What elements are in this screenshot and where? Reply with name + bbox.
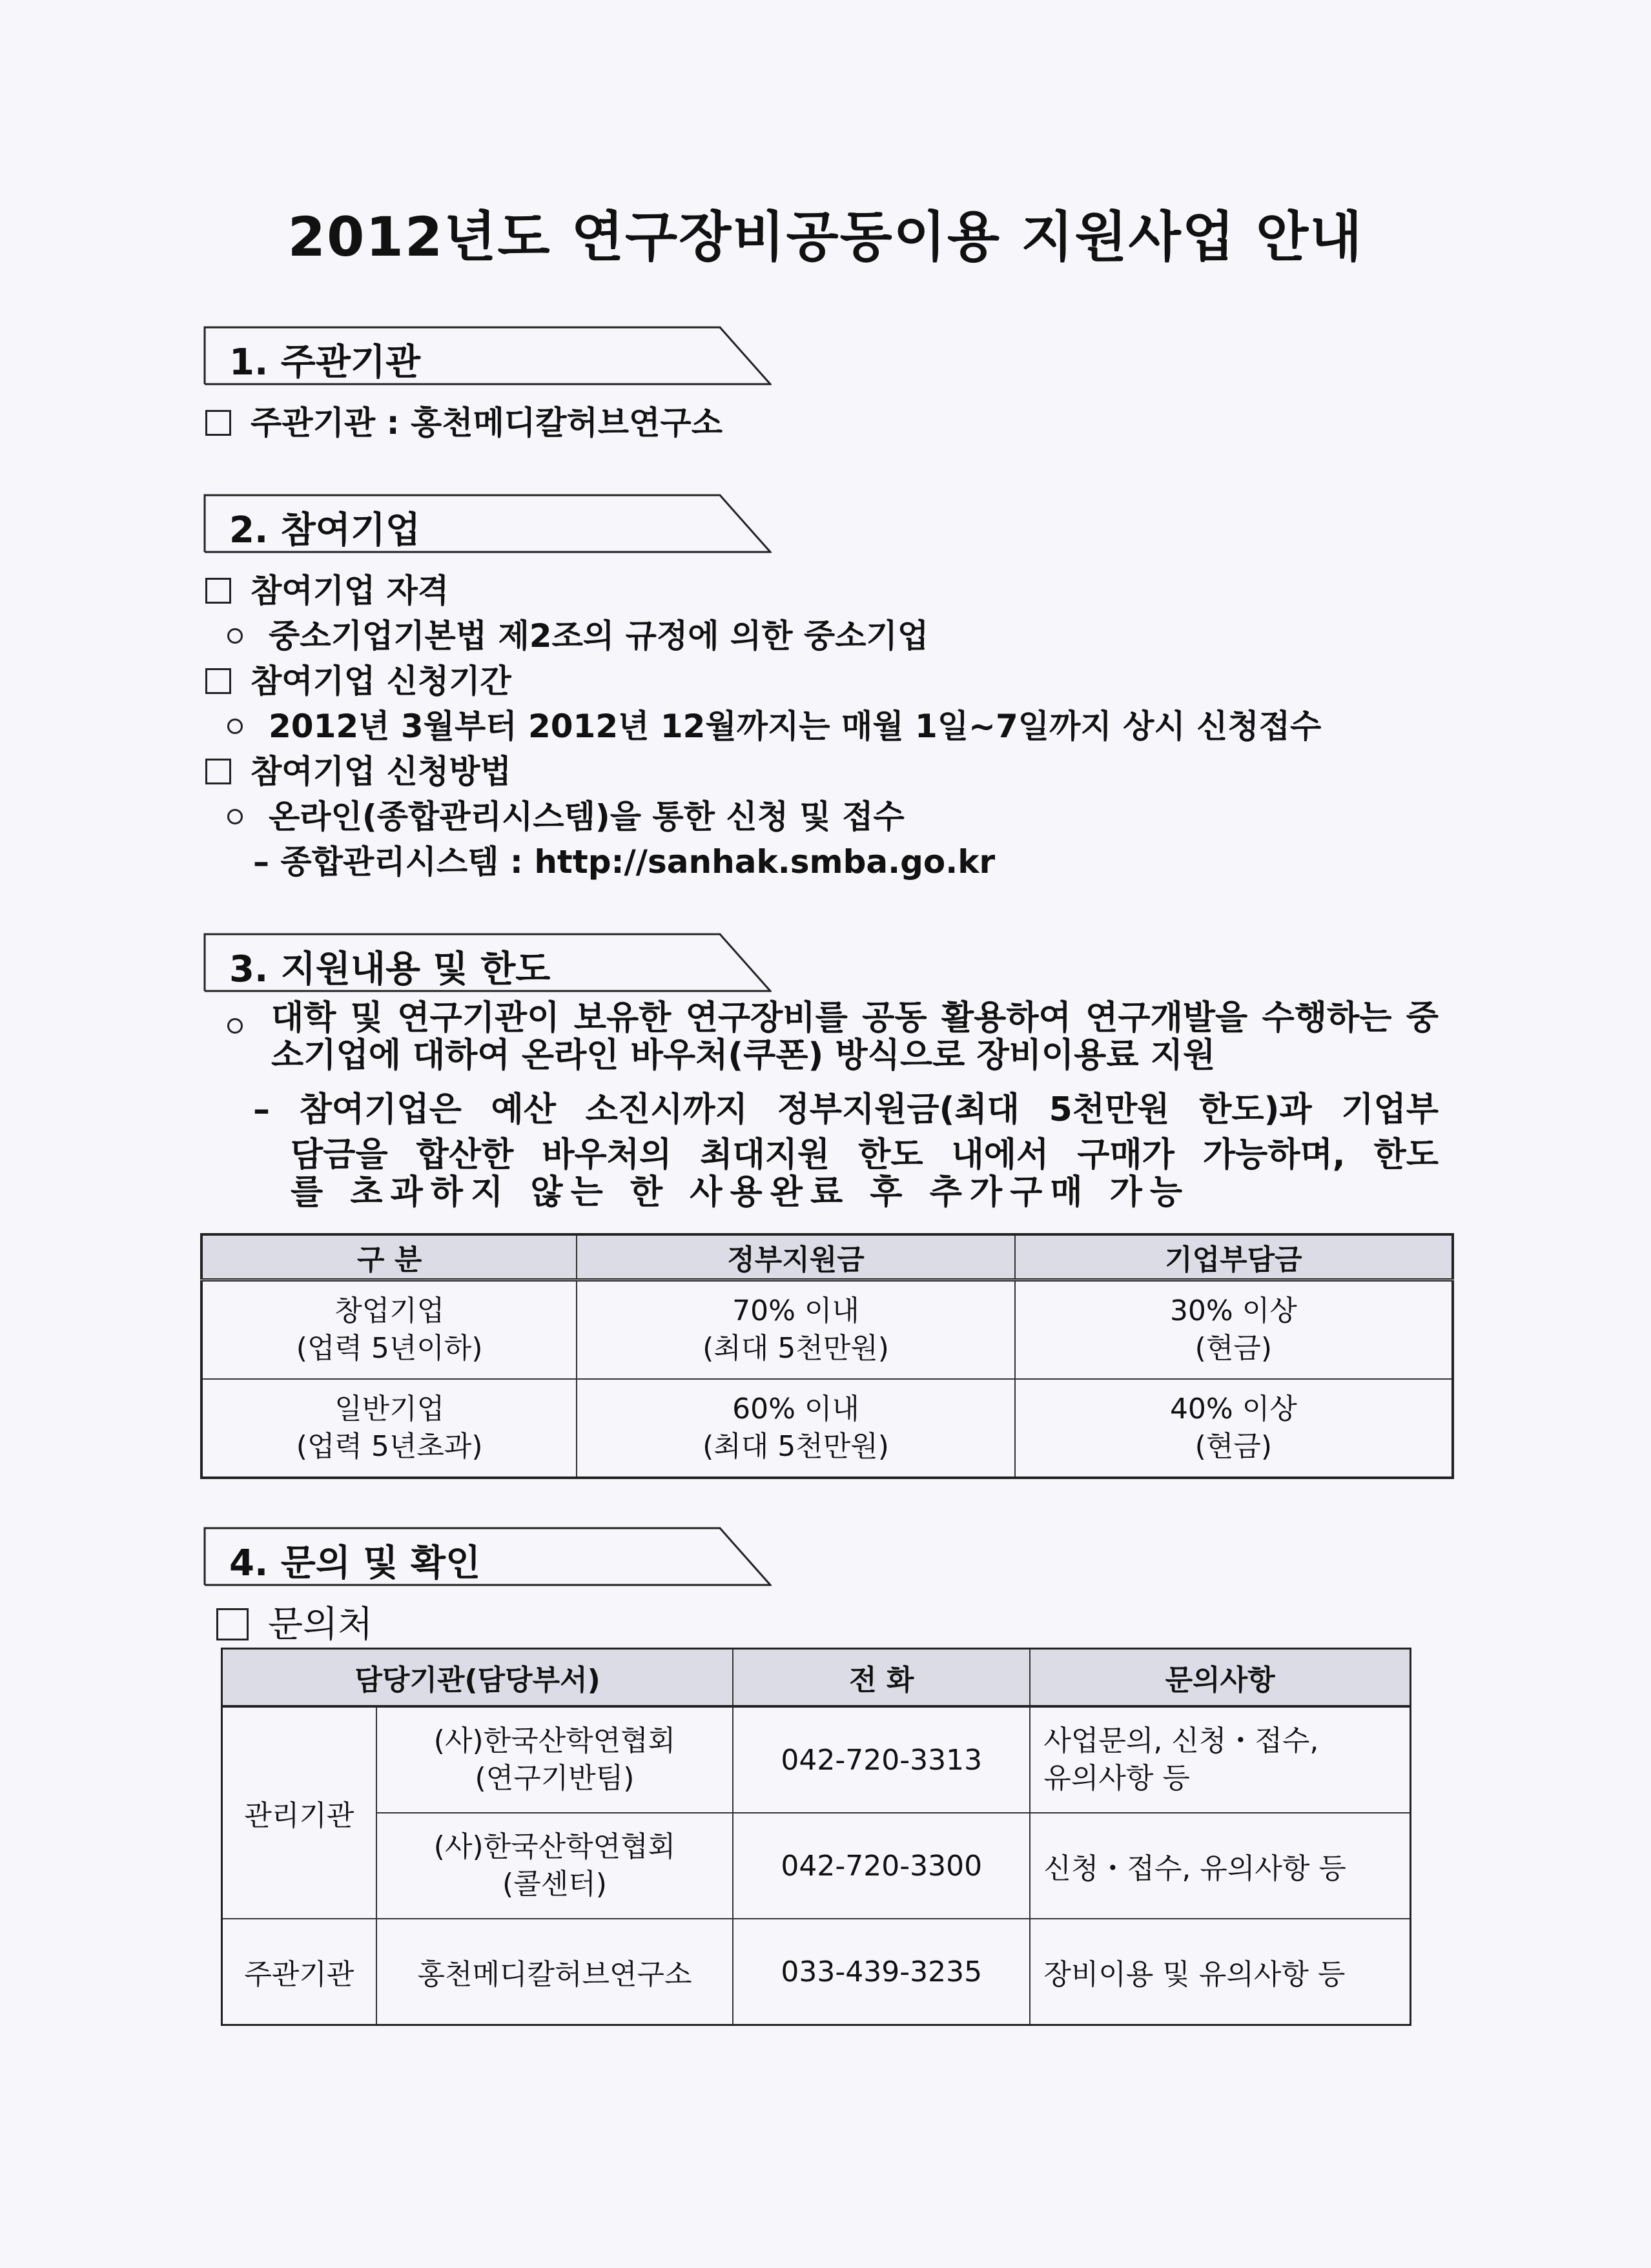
- table-cell: 60% 이내 (최대 5천만원): [577, 1379, 1014, 1478]
- phone-cell: 033-439-3235: [733, 1919, 1030, 2025]
- section-heading-label: 4. 문의 및 확인: [229, 1542, 481, 1584]
- item-line: [205, 397, 723, 444]
- section-heading-label: 3. 지원내용 및 한도: [229, 948, 551, 990]
- section-heading-1: [203, 326, 772, 385]
- section-heading-3: [203, 933, 772, 992]
- table-header-cell: 전 화: [733, 1649, 1030, 1707]
- item-line: [205, 746, 511, 792]
- item-line: [253, 836, 995, 883]
- table-header-cell: 기업부담금: [1015, 1234, 1453, 1280]
- section-heading-2: [203, 494, 772, 553]
- item-text: 참여기업 자격: [251, 572, 449, 609]
- item-text: 주관기관 : 홍천메디칼허브연구소: [251, 404, 723, 442]
- section-heading-4: [203, 1527, 772, 1586]
- table-row: [222, 1919, 1411, 2025]
- circle-bullet-row: [227, 1007, 269, 1045]
- checkbox-square-icon: [205, 668, 231, 694]
- table-cell: (사)한국산학연협회 (콜센터): [376, 1813, 733, 1919]
- table-header-cell: 정부지원금: [577, 1234, 1014, 1280]
- item-line: [205, 565, 449, 611]
- phone-cell: 042-720-3313: [733, 1706, 1030, 1813]
- item-line: [216, 1596, 373, 1648]
- item-line: [227, 700, 1321, 747]
- paragraph-line: – 참여기업은 예산 소진시까지 정부지원금(최대 5천만원 한도)과 기업부: [253, 1090, 1439, 1129]
- item-text: 온라인(종합관리시스템)을 통한 신청 및 접수: [269, 798, 905, 835]
- item-text: – 종합관리시스템 : http://sanhak.smba.go.kr: [253, 843, 996, 881]
- page-title: 2012년도 연구장비공동이용 지원사업 안내: [287, 205, 1364, 269]
- table-cell: 일반기업 (업력 5년초과): [201, 1379, 577, 1478]
- table-cell-group: 주관기관: [222, 1919, 376, 2025]
- table-header-row: [201, 1234, 1453, 1280]
- table-cell: 창업기업 (업력 5년이하): [201, 1280, 577, 1380]
- section-heading-label: 2. 참여기업: [229, 509, 421, 551]
- item-text: 참여기업 신청방법: [251, 753, 511, 790]
- item-line: [227, 610, 928, 657]
- circle-bullet-icon: [227, 628, 243, 644]
- phone-cell: 042-720-3300: [733, 1813, 1030, 1919]
- table-header-row: [222, 1649, 1411, 1707]
- item-text: 참여기업 신청기간: [251, 662, 511, 700]
- checkbox-square-icon: [216, 1608, 249, 1640]
- support-paragraph-2-rest: [291, 1136, 1439, 1211]
- table-cell: (사)한국산학연협회 (연구기반팀): [376, 1706, 733, 1813]
- table-header-cell: 담당기관(담당부서): [222, 1649, 733, 1707]
- table-cell: 40% 이상 (현금): [1015, 1379, 1453, 1478]
- support-ratio-table: [200, 1233, 1454, 1479]
- table-row: [222, 1813, 1411, 1919]
- checkbox-square-icon: [205, 410, 231, 436]
- table-cell: 사업문의, 신청・접수, 유의사항 등: [1030, 1706, 1410, 1813]
- circle-bullet-icon: [227, 809, 243, 824]
- paragraph-line: 를 초과하지 않는 한 사용완료 후 추가구매 가능: [291, 1173, 1191, 1212]
- table-cell: 장비이용 및 유의사항 등: [1030, 1919, 1410, 2025]
- contact-table: [221, 1648, 1411, 2026]
- paragraph-line: 담금을 합산한 바우처의 최대지원 한도 내에서 구매가 가능하며, 한도: [291, 1136, 1439, 1174]
- table-row: [222, 1706, 1411, 1813]
- checkbox-square-icon: [205, 578, 231, 604]
- item-line: [227, 791, 905, 837]
- table-header-cell: 구 분: [201, 1234, 577, 1280]
- table-cell: 홍천메디칼허브연구소: [376, 1919, 733, 2025]
- support-paragraph-2-line-1: [253, 1091, 1439, 1129]
- section-heading-label: 1. 주관기관: [229, 342, 421, 383]
- table-row: [201, 1379, 1453, 1478]
- item-line: [205, 655, 511, 702]
- table-cell: 70% 이내 (최대 5천만원): [577, 1280, 1014, 1380]
- item-text: 중소기업기본법 제2조의 규정에 의한 중소기업: [269, 617, 929, 655]
- table-cell-group: 관리기관: [222, 1706, 376, 1919]
- table-row: [201, 1280, 1453, 1380]
- item-text: 문의처: [268, 1604, 373, 1646]
- circle-bullet-icon: [227, 1018, 243, 1034]
- table-cell: 30% 이상 (현금): [1015, 1280, 1453, 1380]
- circle-bullet-icon: [227, 719, 243, 734]
- paragraph-line: 소기업에 대하여 온라인 바우처(쿠폰) 방식으로 장비이용료 지원: [271, 1036, 1216, 1075]
- checkbox-square-icon: [205, 759, 231, 784]
- table-header-cell: 문의사항: [1030, 1649, 1410, 1707]
- paragraph-line: 대학 및 연구기관이 보유한 연구장비를 공동 활용하여 연구개발을 수행하는 중: [271, 999, 1439, 1037]
- support-paragraph-1: [271, 999, 1439, 1074]
- table-cell: 신청・접수, 유의사항 등: [1030, 1813, 1410, 1919]
- item-text: 2012년 3월부터 2012년 12월까지는 매월 1일~7일까지 상시 신청접수: [269, 708, 1322, 745]
